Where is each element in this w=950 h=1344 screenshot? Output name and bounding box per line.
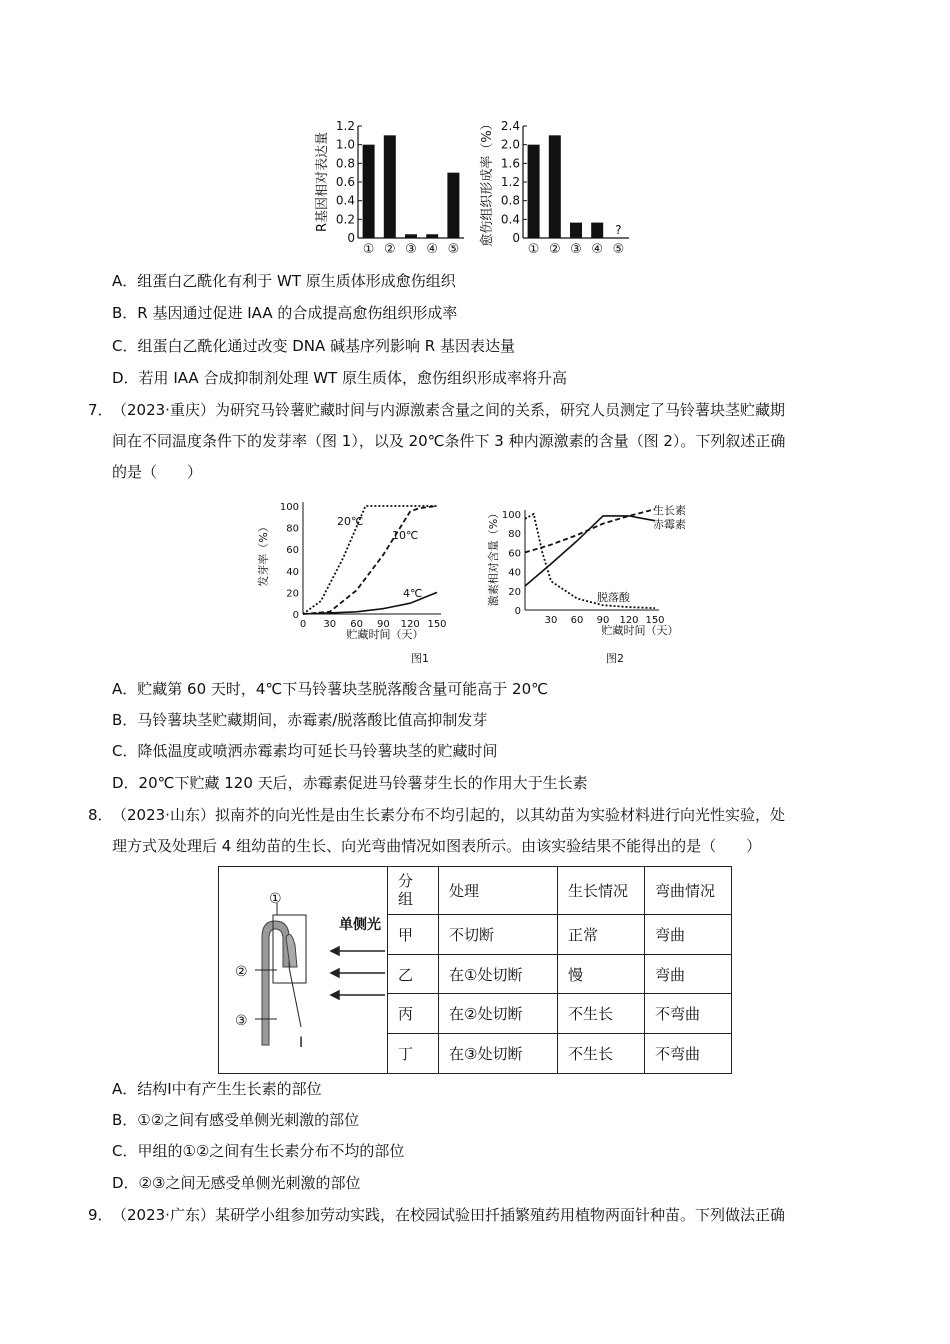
q9-number: 9．: [88, 1206, 113, 1224]
q7-option-d[interactable]: D．20℃下贮藏 120 天后，赤霉素促进马铃薯芽生长的作用大于生长素: [112, 774, 588, 792]
q6-right-ytick-label: 0.8: [500, 193, 520, 208]
q7-fig2-ytick-label: 80: [508, 529, 521, 541]
q6-right-ytick-label: 1.6: [500, 156, 520, 171]
q8-row2-growth: 慢: [558, 954, 645, 994]
q7-fig1-xlabel: 贮藏时间（天）: [346, 628, 424, 641]
q6-right-ytick-label: 2.4: [500, 119, 520, 133]
q8-row1-group: 甲: [388, 914, 439, 954]
q8-structure-label: I: [299, 1035, 304, 1051]
q6-left-ytick-label: 0: [347, 231, 355, 245]
q8-row3-group: 丙: [388, 994, 439, 1034]
q7-fig1-ytick-label: 40: [286, 566, 299, 578]
q7-number: 7．: [88, 401, 113, 419]
q6-left-ytick-label: 0.6: [335, 175, 355, 189]
q6-left-category-label: ②: [383, 242, 396, 257]
q6-right-ytick-label: 2.0: [500, 137, 520, 152]
q7-fig1-xtick-label: 150: [427, 619, 447, 630]
q8-header-treatment: 处理: [439, 867, 558, 915]
q6-left-ytick-label: 0.2: [335, 212, 355, 227]
q8-stem-line2: 理方式及处理后 4 组幼苗的生长、向光弯曲情况如图表所示。由该实验结果不能得出的是（ ）: [112, 837, 762, 855]
q6-left-category-label: ③: [405, 242, 417, 257]
q7-fig2-xtick-label: 60: [570, 615, 584, 626]
q7-fig1-xtick-label: 120: [400, 619, 420, 630]
q7-fig2-xtick-label: 150: [645, 615, 665, 626]
q7-fig2-title: 图2: [606, 652, 624, 665]
q8-row4-group: 丁: [388, 1034, 439, 1074]
q6-right-ylabel: 愈伤组织形成率（%）: [480, 117, 495, 247]
q7-fig2-ytick-label: 100: [501, 510, 521, 521]
q7-fig1-xtick-label: 0: [299, 619, 307, 630]
q6-right-ytick-label: 0: [512, 231, 520, 245]
q7-fig1-xtick-label: 30: [323, 619, 337, 630]
q7-fig2-series-label: 脱落酸: [597, 591, 630, 604]
q7-fig2-ytick-label: 20: [508, 586, 521, 598]
q6-option-c[interactable]: C．组蛋白乙酰化通过改变 DNA 碱基序列影响 R 基因表达量: [112, 337, 516, 355]
q7-fig1-ytick-label: 60: [286, 545, 299, 557]
q8-row2-group: 乙: [388, 954, 439, 994]
q7-fig2-series-line: [525, 509, 655, 552]
q7-fig1-line-chart: [255, 492, 465, 672]
q8-header-group: 分 组: [388, 867, 439, 915]
q7-fig2-ytick-label: 60: [508, 548, 521, 560]
q6-left-category-label: ①: [362, 242, 375, 257]
q7-fig2-xtick-label: 30: [544, 615, 558, 626]
q6-right-bar: [549, 135, 561, 238]
q7-stem-line2: 间在不同温度条件下的发芽率（图 1），以及 20℃条件下 3 种内源激素的含量（图 2）。下列叙述正确: [112, 432, 786, 450]
q8-row1-growth: 正常: [558, 914, 645, 954]
q7-fig2-series-label: 赤霉素: [653, 518, 686, 531]
q8-option-a[interactable]: A．结构Ⅰ中有产生生长素的部位: [112, 1080, 322, 1098]
q6-left-bar: [405, 234, 417, 238]
q6-left-ytick-label: 1.2: [335, 119, 355, 133]
q6-right-bar: [528, 145, 540, 238]
q6-option-a[interactable]: A．组蛋白乙酰化有利于 WT 原生质体形成愈伤组织: [112, 272, 456, 290]
q7-fig1-ytick-label: 20: [286, 588, 299, 600]
q6-left-bar: [384, 135, 396, 238]
q6-bar-chart-right: [475, 112, 645, 262]
q6-left-category-label: ④: [426, 242, 439, 257]
q8-light-label: 单侧光: [339, 917, 381, 933]
q7-fig1-xtick-label: 60: [350, 619, 363, 630]
q8-experiment-table: [218, 866, 732, 1074]
q6-left-ytick-label: 0.8: [335, 156, 355, 171]
q8-row3-growth: 不生长: [558, 994, 645, 1034]
q6-left-ylabel: R基因相对表达量: [315, 131, 330, 233]
q7-fig1-series-label: 20℃: [337, 515, 364, 528]
q6-right-category-label: ④: [591, 242, 604, 257]
q7-fig2-ylabel: 激素相对含量（%）: [487, 507, 500, 607]
q6-right-ytick-label: 1.2: [500, 175, 520, 189]
q7-fig2-xlabel: 贮藏时间（天）: [601, 624, 679, 637]
q6-right-ytick-label: 0.4: [500, 212, 520, 227]
q8-option-d[interactable]: D．②③之间无感受单侧光刺激的部位: [112, 1174, 361, 1192]
q6-right-category-label: ②: [548, 242, 561, 257]
q7-stem-line1: （2023·重庆）为研究马铃薯贮藏时间与内源激素含量之间的关系，研究人员测定了马铃薯块茎贮藏期: [112, 401, 785, 419]
q6-right-category-label: ⑤: [612, 242, 625, 257]
q7-fig2-series-label: 生长素: [653, 504, 686, 517]
q6-left-bar: [426, 234, 438, 238]
q6-option-b[interactable]: B．R 基因通过促进 IAA 的合成提高愈伤组织形成率: [112, 304, 458, 322]
q7-fig1-title: 图1: [411, 652, 429, 665]
q6-left-category-label: ⑤: [447, 242, 460, 257]
q8-mark-2: ②: [235, 964, 248, 980]
q7-fig1-ytick-label: 80: [286, 523, 299, 535]
q7-fig1-series-label: 4℃: [403, 587, 423, 600]
q7-fig2-xtick-label: 120: [619, 615, 639, 626]
q8-mark-1: ①: [269, 891, 282, 907]
q8-option-c[interactable]: C．甲组的①②之间有生长素分布不均的部位: [112, 1142, 405, 1160]
q8-header-bending: 弯曲情况: [645, 867, 732, 915]
q6-right-category-label: ③: [570, 242, 582, 257]
q8-row1-treatment: 不切断: [439, 914, 558, 954]
q8-row4-growth: 不生长: [558, 1034, 645, 1074]
q8-row3-treatment: 在②处切断: [439, 994, 558, 1034]
q7-fig1-ytick-label: 100: [279, 502, 299, 513]
q7-fig2-ytick-label: 0: [514, 606, 521, 617]
q6-left-ytick-label: 1.0: [335, 137, 355, 152]
q6-left-bar: [363, 145, 375, 238]
q8-row3-bending: 不弯曲: [645, 994, 732, 1034]
q6-left-bar: [447, 173, 459, 238]
q7-fig2-series-line: [525, 516, 655, 586]
q6-option-d[interactable]: D．若用 IAA 合成抑制剂处理 WT 原生质体，愈伤组织形成率将升高: [112, 369, 567, 387]
q7-fig2-xtick-label: 90: [596, 615, 610, 626]
q7-stem-line3: 的是（ ）: [112, 463, 203, 481]
q8-seedling-diagram: [219, 867, 388, 1074]
q8-mark-3: ③: [235, 1013, 248, 1029]
q7-fig1-ylabel: 发芽率（%）: [257, 521, 270, 587]
q7-option-a[interactable]: A．贮藏第 60 天时，4℃下马铃薯块茎脱落酸含量可能高于 20℃: [112, 680, 548, 698]
q7-fig1-xtick-label: 90: [377, 619, 390, 630]
q8-number: 8．: [88, 806, 113, 824]
q8-row2-treatment: 在①处切断: [439, 954, 558, 994]
q6-right-bar: [570, 223, 582, 238]
q8-row4-bending: 不弯曲: [645, 1034, 732, 1074]
q6-left-ytick-label: 0.4: [335, 193, 355, 208]
q7-fig2-line-chart: [485, 492, 705, 672]
q7-option-c[interactable]: C．降低温度或喷洒赤霉素均可延长马铃薯块茎的贮藏时间: [112, 742, 498, 760]
q8-row2-bending: 弯曲: [645, 954, 732, 994]
q8-stem-line1: （2023·山东）拟南芥的向光性是由生长素分布不均引起的，以其幼苗为实验材料进行向光性实验，处: [112, 806, 785, 824]
q8-row4-treatment: 在③处切断: [439, 1034, 558, 1074]
q6-right-missing-label: ?: [615, 223, 622, 237]
q7-fig1-ytick-label: 0: [292, 610, 299, 621]
q6-right-bar: [591, 223, 603, 238]
q6-bar-chart-left: [310, 112, 470, 262]
q6-right-category-label: ①: [527, 242, 540, 257]
q8-row1-bending: 弯曲: [645, 914, 732, 954]
q9-stem-line1: （2023·广东）某研学小组参加劳动实践，在校园试验田扦插繁殖药用植物两面针种苗。下列做法正确: [112, 1206, 785, 1224]
q8-option-b[interactable]: B．①②之间有感受单侧光刺激的部位: [112, 1111, 360, 1129]
q7-fig1-series-label: 10℃: [392, 529, 419, 542]
q7-option-b[interactable]: B．马铃薯块茎贮藏期间，赤霉素/脱落酸比值高抑制发芽: [112, 711, 488, 729]
q7-fig2-ytick-label: 40: [508, 567, 521, 579]
q8-header-growth: 生长情况: [558, 867, 645, 915]
